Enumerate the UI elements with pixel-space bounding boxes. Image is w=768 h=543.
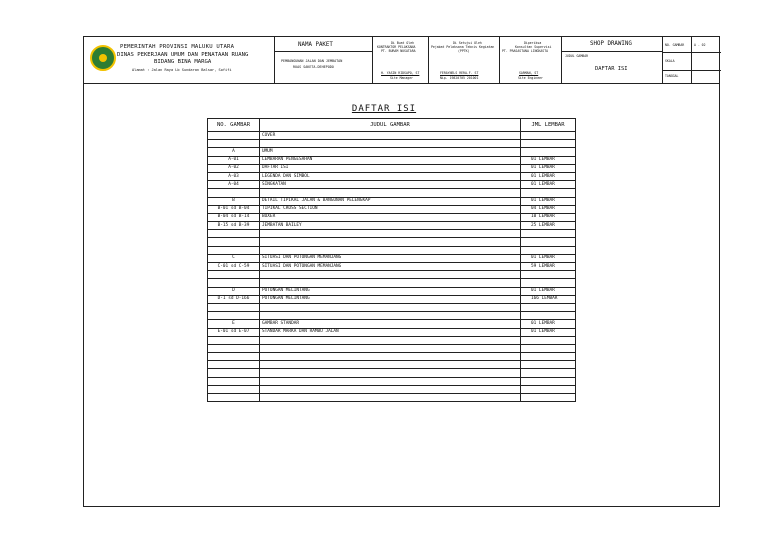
drawing-number-cell: B-04 sd B-14 [208, 213, 260, 221]
drawing-number-cell [208, 238, 260, 246]
table-row [208, 213, 576, 221]
sheet-count-cell: 01 LEMBAR [521, 156, 576, 164]
drawing-title-cell [260, 361, 521, 369]
table-row [208, 353, 576, 361]
drawing-number-cell [208, 271, 260, 279]
made-by-line1: Di Buat Oleh [391, 41, 415, 45]
sheet-count-cell: 01 LEMBAR [521, 320, 576, 328]
sheet-title-value: DAFTAR ISI [595, 66, 628, 72]
title-block [84, 37, 719, 84]
agency-line3: BIDANG BINA MARGA [154, 59, 212, 65]
drawing-number-cell: D-1 sd D-166 [208, 295, 260, 303]
drawing-title-cell: GAMBAR STANDAR [260, 320, 521, 328]
drawing-title-cell: DAFTAR ISI [260, 164, 521, 172]
drawing-title-cell: LEGENDA DAN SIMBOL [260, 172, 521, 180]
drawing-number-cell [208, 336, 260, 344]
drawing-title-cell: DETAIL TIPIKAL JALAN & BANGUNAN PELENGKAP [260, 197, 521, 205]
drawing-title-cell [260, 353, 521, 361]
package-cell [275, 37, 373, 83]
sheet-count-cell [521, 246, 576, 254]
sheet-count-cell [521, 271, 576, 279]
drawing-cell [562, 37, 663, 83]
drawing-title-cell: TIPIKAL CROSS SECTION [260, 205, 521, 213]
column-header: JUDUL GAMBAR [260, 119, 521, 132]
drawing-number-cell [208, 189, 260, 197]
drawing-number-cell [208, 140, 260, 148]
sheet-count-cell [521, 336, 576, 344]
checked-by-line2: Pejabat Pelaksana Teknis Kegiatan [431, 45, 495, 49]
table-row [208, 189, 576, 197]
drawing-title-cell: POTONGAN MELINTANG [260, 287, 521, 295]
drawing-title-cell [260, 336, 521, 344]
table-row [208, 164, 576, 172]
sheet-count-cell: 01 LEMBAR [521, 197, 576, 205]
sheet-count-cell: 01 LEMBAR [521, 254, 576, 262]
checked-by-name: FERAYNELS RERA.F. ST [440, 71, 479, 75]
supervised-by-line3: PT. PRASASTANA LINGKASTA [502, 49, 549, 53]
sheet-count-cell [521, 377, 576, 385]
made-by-name: H. YASIN RIDSAPO, ST [381, 71, 420, 75]
drawing-number-cell: B [208, 197, 260, 205]
sheet-title-label: JUDUL GAMBAR [565, 54, 589, 58]
table-row [208, 312, 576, 320]
supervised-by-line1: Diperiksa [524, 41, 542, 45]
table-row [208, 328, 576, 336]
drawing-number-cell: E-01 sd E-07 [208, 328, 260, 336]
table-row [208, 205, 576, 213]
drawing-title-cell [260, 344, 521, 352]
table-row [208, 377, 576, 385]
drawing-title-cell: LEMBARAN PENGESAHAN [260, 156, 521, 164]
scale-label: SKALA [665, 59, 675, 63]
table-row [208, 344, 576, 352]
table-row [208, 140, 576, 148]
table-row [208, 263, 576, 271]
drawing-number-cell [208, 361, 260, 369]
sheet-count-cell: 10 LEMBAR [521, 213, 576, 221]
sheet-count-cell [521, 303, 576, 311]
contents-table [207, 118, 576, 402]
drawing-title-cell: SINGKATAN [260, 181, 521, 189]
sheet-count-cell: 01 LEMBAR [521, 164, 576, 172]
drawing-number-cell [208, 230, 260, 238]
sheet-count-cell [521, 361, 576, 369]
table-row [208, 172, 576, 180]
sheet-count-cell [521, 189, 576, 197]
table-row [208, 271, 576, 279]
drawing-title-cell [260, 189, 521, 197]
drawing-title-cell [260, 369, 521, 377]
date-label: TANGGAL [665, 74, 679, 78]
drawing-number-cell: B-01 sd B-04 [208, 205, 260, 213]
made-by-line2: KONTRAKTOR PELAKSANA [377, 45, 416, 49]
sheet-count-cell [521, 369, 576, 377]
drawing-title-cell: STANDAR MARKA DAN RAMBU JALAN [260, 328, 521, 336]
checked-by-line1: Di Setujui Oleh [453, 41, 482, 45]
package-line2: RUAS SAKETA-DEHEPODO [293, 65, 334, 69]
drawing-title-cell [260, 230, 521, 238]
drawing-title-cell: JEMBATAN BAILEY [260, 222, 521, 230]
sheet-count-cell: 01 LEMBAR [521, 181, 576, 189]
sheet-count-cell: 01 LEMBAR [521, 287, 576, 295]
sheet-count-cell: 01 LEMBAR [521, 328, 576, 336]
sheet-count-cell: 01 LEMBAR [521, 172, 576, 180]
drawing-number-cell [208, 385, 260, 393]
drawing-number-cell [208, 246, 260, 254]
drawing-title-cell [260, 303, 521, 311]
table-row [208, 295, 576, 303]
drawing-number-cell [208, 279, 260, 287]
sheet-count-cell [521, 312, 576, 320]
table-row [208, 287, 576, 295]
drawing-title-cell [260, 140, 521, 148]
drawing-number-cell [208, 303, 260, 311]
drawing-title-cell: COVER [260, 132, 521, 140]
made-by-cell [373, 37, 429, 83]
table-row [208, 238, 576, 246]
drawing-title-cell [260, 312, 521, 320]
drawing-number-cell: D [208, 287, 260, 295]
table-row [208, 148, 576, 156]
drawing-number-cell [208, 312, 260, 320]
column-header: NO. GAMBAR [208, 119, 260, 132]
sheet-count-cell [521, 344, 576, 352]
sheet-count-cell [521, 353, 576, 361]
drawing-title-cell [260, 385, 521, 393]
drawing-title-cell: SITUASI DAN POTONGAN MEMANJANG [260, 254, 521, 262]
shop-drawing-label: SHOP DRAWING [590, 41, 632, 47]
table-row [208, 303, 576, 311]
table-row [208, 394, 576, 402]
sheet-count-cell: 04 LEMBAR [521, 205, 576, 213]
supervised-by-cell [500, 37, 562, 83]
checked-by-cell [429, 37, 500, 83]
drawing-title-cell [260, 246, 521, 254]
table-row [208, 246, 576, 254]
package-line1: PEMBANGUNAN JALAN DAN JEMBATAN [281, 59, 343, 63]
sheet-count-cell [521, 394, 576, 402]
column-header: JML LEMBAR [521, 119, 576, 132]
table-row [208, 230, 576, 238]
drawing-title-cell: UMUM [260, 148, 521, 156]
drawing-number-cell: E [208, 320, 260, 328]
table-row [208, 132, 576, 140]
table-row [208, 369, 576, 377]
drawing-no-value: A - 02 [694, 43, 706, 47]
table-row [208, 181, 576, 189]
supervised-by-role: Site Engineer [518, 76, 543, 80]
document-title: DAFTAR ISI [351, 104, 417, 114]
drawing-number-cell: A-02 [208, 164, 260, 172]
drawing-number-cell: A-03 [208, 172, 260, 180]
sheet-count-cell [521, 279, 576, 287]
drawing-number-cell: C [208, 254, 260, 262]
checked-by-line3: (PPTK) [458, 49, 470, 53]
table-row [208, 320, 576, 328]
table-row [208, 222, 576, 230]
sheet-count-cell [521, 230, 576, 238]
drawing-number-cell [208, 132, 260, 140]
meta-cell [663, 37, 721, 83]
sheet-count-cell [521, 132, 576, 140]
drawing-number-cell [208, 353, 260, 361]
drawing-title-cell: SITUASI DAN POTONGAN MEMANJANG [260, 263, 521, 271]
agency-line2: DINAS PEKERJAAN UMUM DAN PENATAAN RUANG [117, 52, 249, 58]
table-row [208, 254, 576, 262]
drawing-title-cell: POTONGAN MELINTANG [260, 295, 521, 303]
drawing-title-cell [260, 238, 521, 246]
drawing-number-cell: A-01 [208, 156, 260, 164]
table-row [208, 156, 576, 164]
supervised-by-name: SARMAN, ST [519, 71, 539, 75]
sheet-count-cell: 25 LEMBAR [521, 222, 576, 230]
drawing-number-cell: A-04 [208, 181, 260, 189]
agency-cell [84, 37, 275, 83]
package-label: NAMA PAKET [298, 42, 333, 48]
agency-line1: PEMERINTAH PROVINSI MALUKU UTARA [120, 44, 235, 50]
table-row [208, 385, 576, 393]
sheet-count-cell [521, 148, 576, 156]
agency-address: Alamat : Jalan Raya Lb Sundaran Balsar, Sofifi [132, 68, 232, 72]
drawing-number-cell: A [208, 148, 260, 156]
drawing-number-cell: C-01 sd C-59 [208, 263, 260, 271]
table-row [208, 336, 576, 344]
sheet-count-cell [521, 385, 576, 393]
sheet-count-cell: 59 LEMBAR [521, 263, 576, 271]
table-row [208, 361, 576, 369]
drawing-number-cell [208, 369, 260, 377]
supervised-by-line2: Konsultan Supervisi [515, 45, 552, 49]
province-logo-icon [90, 45, 116, 71]
drawing-no-label: NO. GAMBAR [665, 43, 685, 47]
drawing-title-cell [260, 394, 521, 402]
table-row [208, 279, 576, 287]
drawing-title-cell [260, 279, 521, 287]
drawing-title-cell: BOXER [260, 213, 521, 221]
drawing-title-cell [260, 377, 521, 385]
checked-by-nip: Nip. 19820705 201001 [440, 76, 479, 80]
drawing-number-cell [208, 394, 260, 402]
sheet-count-cell [521, 238, 576, 246]
made-by-line3: PT. BURAM NUSATARA [381, 49, 416, 53]
drawing-number-cell: B-15 sd B-39 [208, 222, 260, 230]
drawing-number-cell [208, 377, 260, 385]
drawing-title-cell [260, 271, 521, 279]
table-header-row [208, 119, 576, 132]
drawing-number-cell [208, 344, 260, 352]
table-row [208, 197, 576, 205]
made-by-role: Site Manager [390, 76, 414, 80]
sheet-count-cell: 166 LEMBAR [521, 295, 576, 303]
sheet-count-cell [521, 140, 576, 148]
